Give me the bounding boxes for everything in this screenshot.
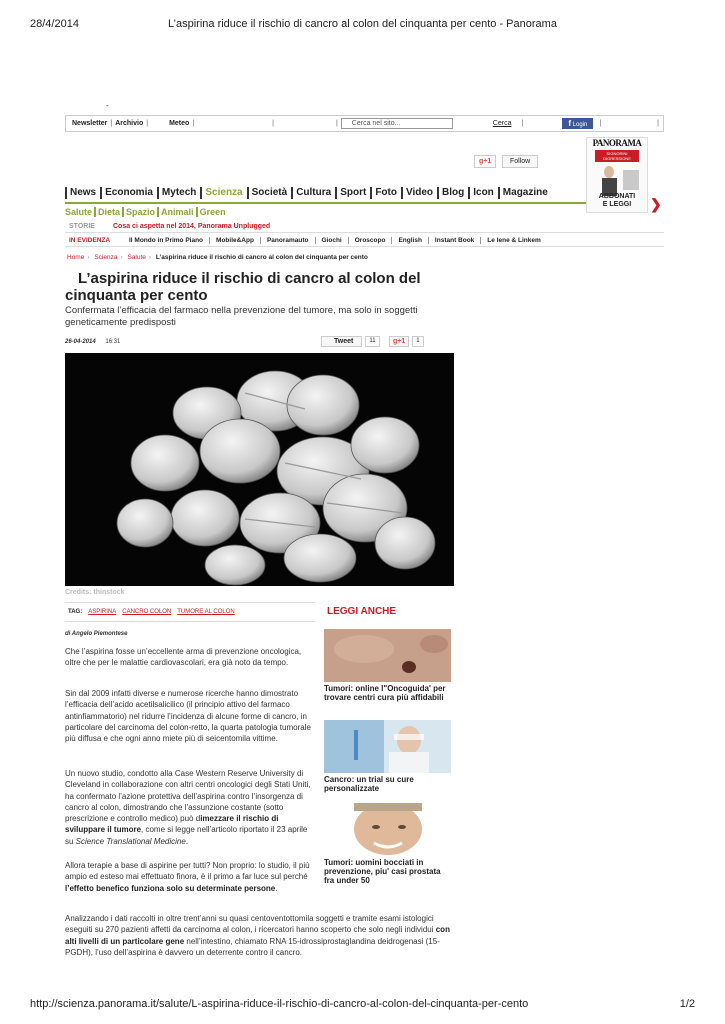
top-bar: Newsletter | Archivio | Meteo | | | Cerca nel sito... Cerca | f Login | | <box>65 115 664 132</box>
time-value: 16:31 <box>105 339 121 345</box>
print-footer <box>30 998 695 1010</box>
article-paragraph <box>65 913 450 958</box>
nav-item-economia[interactable]: Economia <box>100 187 157 199</box>
article-author: di Angelo Piemontese <box>65 631 128 637</box>
search-button[interactable]: Cerca <box>492 120 512 127</box>
in-evidenza-bar <box>65 234 664 247</box>
breadcrumb-home[interactable]: Home <box>67 254 85 261</box>
promo-cta-line2: E LEGGI <box>602 201 632 208</box>
tweet-widget <box>321 336 380 347</box>
related-caption: Cancro: un trial su cure personalizzate <box>324 775 414 793</box>
archivio-link[interactable]: Archivio <box>115 120 144 127</box>
p4-text: Allora terapie a base di aspirine per tutti? Non proprio: lo studio, il più ampio ed esteso mai effettuato finora, è il primo a far luce sul perché <box>65 861 310 882</box>
evidenza-item[interactable]: English <box>392 237 428 244</box>
nav-item-mytech[interactable]: Mytech <box>157 187 200 199</box>
tweet-count: 11 <box>365 336 379 347</box>
p5-end: nell’intestino, chiamato RNA 15-idrossiprostaglandina deidrogenasi (15-PGDH), l’uso dell’aspirina è davvero un deterrente contro il cancro. <box>65 936 440 957</box>
article-paragraph <box>65 768 317 847</box>
aspirin-pills-image <box>65 353 454 586</box>
gplus-button[interactable] <box>474 155 496 168</box>
nav-item-blog[interactable]: Blog <box>437 187 468 199</box>
nav-item-foto[interactable]: Foto <box>370 187 401 199</box>
nav-item-news[interactable]: News <box>65 187 100 199</box>
newsletter-link[interactable]: Newsletter <box>72 120 108 127</box>
leggi-anche-title: LEGGI ANCHE <box>327 606 397 617</box>
nav-item-scienza[interactable]: Scienza <box>200 187 246 199</box>
breadcrumb-current: L’aspirina riduce il rischio di cancro al colon del cinquanta per cento <box>155 254 368 261</box>
p4-bold: l’effetto benefico funziona solo su determinate persone <box>65 883 276 893</box>
article-gplus-button[interactable] <box>389 336 409 347</box>
subnav-item-spazio[interactable]: Spazio <box>124 207 159 217</box>
breadcrumb-salute[interactable]: Salute <box>127 254 146 261</box>
related-article-card[interactable] <box>324 629 451 702</box>
subscription-promo[interactable] <box>586 137 648 213</box>
related-article-card[interactable] <box>324 803 451 885</box>
gplus-icon: g <box>393 338 398 345</box>
tag-link[interactable]: ASPIRINA <box>88 609 117 615</box>
stories-bar <box>65 220 664 233</box>
nav-item-magazine[interactable]: Magazine <box>498 187 552 199</box>
tags-bar <box>65 602 315 622</box>
dash-mark: - <box>106 101 109 110</box>
stories-label: STORIE <box>69 222 95 230</box>
nav-item-societa[interactable]: Società <box>247 187 292 199</box>
photo-credits: Credits: thinstock <box>65 589 125 596</box>
nav-item-icon[interactable]: Icon <box>468 187 498 199</box>
print-page-number: 1/2 <box>679 998 695 1010</box>
nav-item-cultura[interactable]: Cultura <box>291 187 335 199</box>
promo-cta <box>587 193 647 209</box>
panorama-logo: PANORAMA <box>592 138 642 148</box>
p3-text: Un nuovo studio, condotto alla Case Western Reserve University di Cleveland in collaborazione con altri centri oncologici degli Stati Uniti, ha confermato l’azione protettiva dell’aspirina contro l’insorgenza di cancro al colon, dimostrando che l’assunzione costante (sotto prescrizione e controllo medico) può d <box>65 769 311 824</box>
print-header <box>30 18 695 30</box>
article-photo <box>65 353 454 586</box>
article-gplus-label: +1 <box>397 338 406 345</box>
stories-link[interactable]: Cosa ci aspetta nel 2014, Panorama Unplugged <box>113 222 271 230</box>
gplus-icon: g <box>479 158 484 165</box>
evidenza-item[interactable]: Le Iene & Linkem <box>487 236 541 244</box>
tweet-button[interactable]: Tweet <box>321 336 362 347</box>
p4-end: . <box>275 883 278 893</box>
evidenza-item[interactable]: Panoramauto <box>261 237 316 244</box>
related-caption: Tumori: uomini bocciati in prevenzione, piu' casi prostata fra under 50 <box>324 858 441 885</box>
meteo-link[interactable]: Meteo <box>169 120 190 127</box>
evidenza-item[interactable]: Mobile&App <box>210 237 261 244</box>
p3-text2: , come si legge nell’articolo riportato il 23 aprile su <box>65 825 308 846</box>
tag-link[interactable]: CANCRO COLON <box>122 609 172 615</box>
promo-band: SIGNORINI DIGRESSIONE <box>595 150 639 162</box>
follow-button[interactable]: Follow <box>502 155 538 168</box>
tags-label: TAG: <box>68 609 83 615</box>
breadcrumb: Home › Scienza › Salute › L’aspirina riduce il rischio di cancro al colon del cinquanta per cento <box>67 254 368 261</box>
subnav-item-green[interactable]: Green <box>199 207 226 217</box>
in-evidenza-label: IN EVIDENZA <box>69 236 111 244</box>
related-caption: Tumori: online l"Oncoguida' per trovare centri cura più affidabili <box>324 684 446 702</box>
related-image <box>324 629 451 682</box>
gplus-widget <box>389 336 424 347</box>
article-date <box>65 339 120 345</box>
p5-bold: con alti livelli di un particolare gene <box>65 925 450 946</box>
chevron-right-icon[interactable]: ❯ <box>650 196 662 212</box>
login-label: Login <box>572 122 588 128</box>
article-paragraph: Che l’aspirina fosse un’eccellente arma di prevenzione oncologica, oltre che per le malattie cardiovascolari, era già noto da tempo. <box>65 647 302 668</box>
p3-end: . <box>185 836 189 846</box>
facebook-login-button[interactable] <box>562 118 593 129</box>
related-image <box>324 720 451 773</box>
subnav-item-salute[interactable]: Salute <box>65 207 96 217</box>
promo-cta-line1: ABBONATI <box>598 193 636 200</box>
evidenza-item[interactable]: Il Mondo in Primo Piano <box>123 237 210 244</box>
date-value: 26-04-2014 <box>65 339 96 345</box>
tag-link[interactable]: TUMORE AL COLON <box>177 609 235 615</box>
evidenza-item[interactable]: Oroscopo <box>349 237 393 244</box>
page-title: L’aspirina riduce il rischio di cancro al colon del cinquanta per cento <box>65 270 421 304</box>
evidenza-item[interactable]: Instant Book <box>429 237 481 244</box>
p3-bold: imezzare il rischio di sviluppare il tumore <box>65 814 279 835</box>
p3-journal: Science Translational Medicine <box>75 836 186 846</box>
sub-nav <box>65 207 228 217</box>
search-input[interactable]: Cerca nel sito... <box>341 118 453 129</box>
main-nav <box>65 184 586 204</box>
article-subtitle: Confermata l’efficacia del farmaco nella prevenzione del tumore, ma solo in soggetti geneticamente predisposti <box>65 305 418 328</box>
promo-figure-image <box>587 164 647 196</box>
subnav-item-dieta[interactable]: Dieta <box>96 207 124 217</box>
gplus-count: 1 <box>412 336 423 347</box>
p5-text: Analizzando i dati raccolti in oltre trent’anni su quasi centoventottomila soggetti e tramite esami istologici eseguiti su 270 pazienti affetti da carcinoma al colon, i ricercatori hanno scoperto che solo negli individui <box>65 914 436 935</box>
evidenza-item[interactable]: Giochi <box>316 237 349 244</box>
facebook-icon: f <box>568 119 571 128</box>
nav-item-video[interactable]: Video <box>401 187 437 199</box>
related-article-card[interactable] <box>324 720 451 793</box>
article-paragraph: Sin dal 2009 infatti diverse e numerose ricerche hanno dimostrato l’efficacia dell’acido acetilsalicilico (il principio attivo del farmaco antinfiammatorio) nel ridurre l’incidenza di alcune forme di cancro, in particolare del carcinoma del colon-retto, la quarta patologia tumorale più diffusa e che ogni anno miete più di seicentomila vittime. <box>65 689 311 744</box>
nav-item-sport[interactable]: Sport <box>335 187 370 199</box>
print-title: L’aspirina riduce il rischio di cancro al colon del cinquanta per cento - Panorama <box>168 18 557 30</box>
breadcrumb-scienza[interactable]: Scienza <box>94 254 118 261</box>
print-date: 28/4/2014 <box>30 18 79 30</box>
subnav-item-animali[interactable]: Animali <box>159 207 198 217</box>
related-image <box>324 803 451 856</box>
print-url: http://scienza.panorama.it/salute/L-aspirina-riduce-il-rischio-di-cancro-al-colon-del-cinquanta-per-cento <box>30 998 529 1010</box>
article-paragraph <box>65 860 317 894</box>
gplus-label: +1 <box>483 158 492 165</box>
